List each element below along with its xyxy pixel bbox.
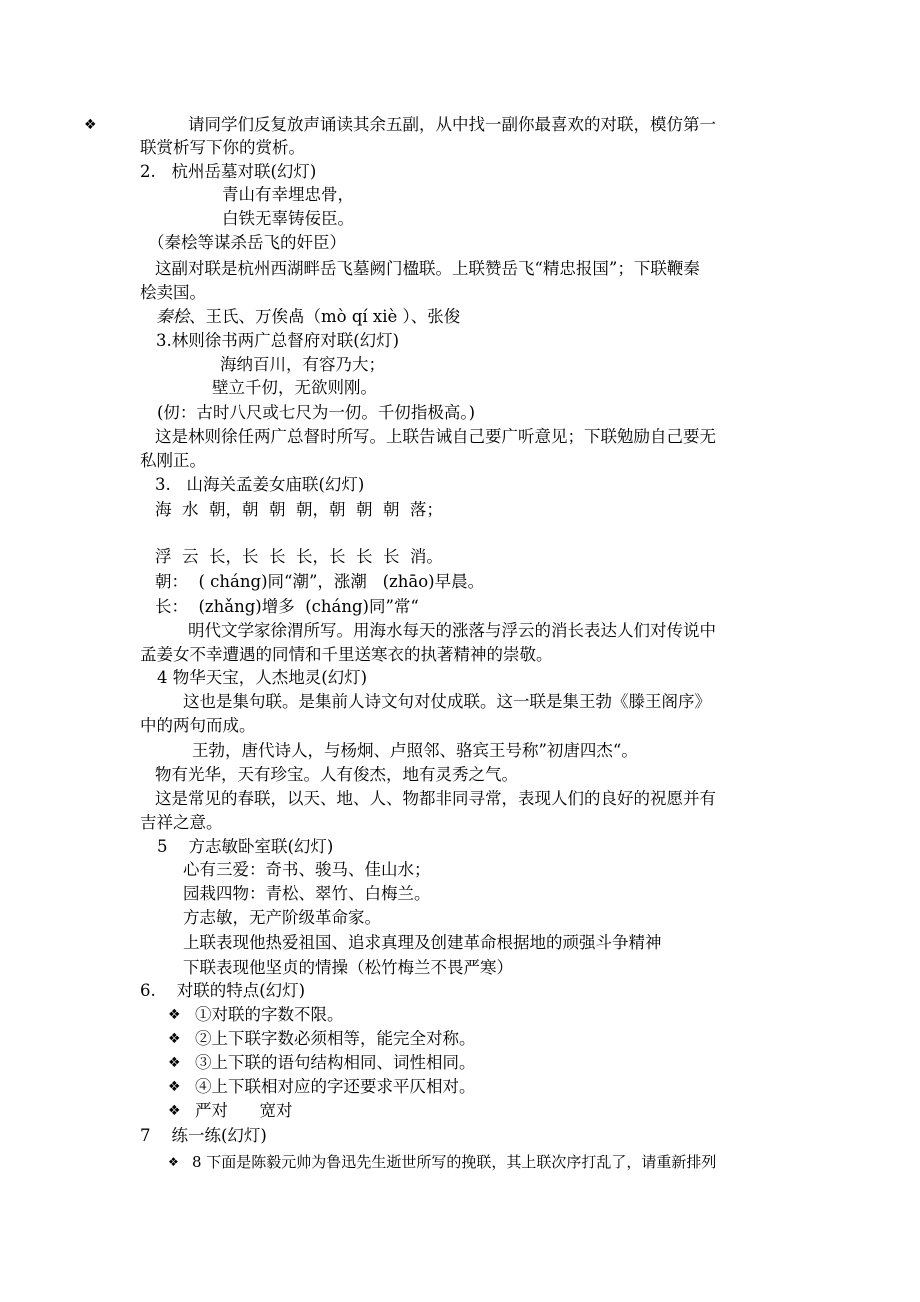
- bullet-icon: ❖: [168, 1007, 181, 1023]
- section-5-heading: 5 方志敏卧室联(幻灯): [157, 837, 334, 856]
- s3b-couplet-upper: 海 水 朝，朝 朝 朝，朝 朝 朝 落；: [155, 500, 443, 519]
- s4-explanation-4: 吉祥之意。: [140, 813, 223, 832]
- s3b-explanation-2: 孟姜女不幸遭遇的同情和千里送寒衣的执著精神的崇敬。: [140, 645, 553, 664]
- bullet-icon: ❖: [168, 1155, 179, 1169]
- s2-names-italic: 秦桧: [156, 307, 189, 326]
- s7-task: 8 下面是陈毅元帅为鲁迅先生逝世所写的挽联，其上联次序打乱了，请重新排列: [192, 1153, 717, 1171]
- s4-explanation-3: 这是常见的春联，以天、地、人、物都非同寻常，表现人们的良好的祝愿并有: [155, 789, 716, 808]
- section-4-heading: 4 物华天宝，人杰地灵(幻灯): [157, 668, 368, 687]
- intro-line-2: 联赏析写下你的赏析。: [140, 138, 305, 157]
- s4-explanation-1: 这也是集句联。是集前人诗文句对仗成联。这一联是集王勃《滕王阁序》: [183, 692, 711, 711]
- intro-line-1: 请同学们反复放声诵读其余五副，从中找一副你最喜欢的对联，模仿第一: [188, 115, 716, 134]
- feature-item: ①对联的字数不限。: [195, 1005, 344, 1024]
- s3a-explanation-1: 这是林则徐任两广总督时所写。上联告诫自己要广听意见；下联勉励自己要无: [155, 427, 716, 446]
- bullet-icon: ❖: [168, 1055, 181, 1071]
- section-6-heading: 6. 对联的特点(幻灯): [140, 981, 306, 1000]
- s3a-couplet-lower: 壁立千仞，无欲则刚。: [212, 378, 377, 397]
- feature-item: ④上下联相对应的字还要求平仄相对。: [195, 1077, 476, 1096]
- s4-wangbo-note: 王勃，唐代诗人，与杨炯、卢照邻、骆宾王号称”初唐四杰“。: [192, 741, 638, 760]
- s5-upper-meaning: 上联表现他热爱祖国、追求真理及创建革命根据地的顽强斗争精神: [183, 933, 662, 952]
- s4-meaning: 物有光华，天有珍宝。人有俊杰，地有灵秀之气。: [155, 765, 518, 784]
- bullet-icon: ❖: [168, 1079, 181, 1095]
- bullet-icon: ❖: [168, 1031, 181, 1047]
- feature-item: ②上下联字数必须相等，能完全对称。: [195, 1029, 476, 1048]
- section-3b-heading: 3. 山海关孟姜女庙联(幻灯): [155, 475, 365, 494]
- s2-explanation-1: 这副对联是杭州西湖畔岳飞墓阙门楹联。上联赞岳飞“精忠报国”；下联鞭秦: [155, 259, 700, 278]
- bullet-icon: ❖: [168, 1103, 181, 1119]
- s5-couplet-lower: 园栽四物：青松、翠竹、白梅兰。: [183, 884, 431, 903]
- s2-names-rest: 、王氏、万俟卨（mò qí xiè ）、张俊: [189, 307, 461, 326]
- s3a-explanation-2: 私刚正。: [140, 451, 206, 470]
- s5-couplet-upper: 心有三爱：奇书、骏马、佳山水；: [183, 860, 431, 879]
- s2-names-line: [156, 306, 460, 328]
- s3b-couplet-lower: 浮 云 长，长 长 长，长 长 长 消。: [155, 547, 443, 566]
- s2-couplet-upper: 青山有幸埋忠骨，: [222, 185, 354, 204]
- section-3a-heading: 3.林则徐书两广总督府对联(幻灯): [156, 331, 400, 350]
- feature-item: 严对 宽对: [195, 1101, 293, 1120]
- section-7-heading: 7 练一练(幻灯): [140, 1126, 267, 1145]
- s3b-chang-gloss: 长： (zhǎng)增多 (cháng)同”常“: [155, 597, 419, 616]
- s5-person: 方志敏，无产阶级革命家。: [183, 908, 381, 927]
- s2-explanation-2: 桧卖国。: [140, 283, 206, 302]
- s3b-explanation-1: 明代文学家徐渭所写。用海水每天的涨落与浮云的消长表达人们对传说中: [188, 621, 716, 640]
- s3b-chao-gloss: 朝： ( cháng)同“潮”，涨潮 (zhāo)早晨。: [155, 572, 485, 591]
- bullet-icon: ❖: [84, 117, 97, 133]
- s2-note: （秦桧等谋杀岳飞的奸臣）: [148, 233, 346, 252]
- s2-couplet-lower: 白铁无辜铸佞臣。: [222, 209, 354, 228]
- s3a-note: (仞：古时八尺或七尺为一仞。千仞指极高。): [157, 403, 476, 422]
- feature-item: ③上下联的语句结构相同、词性相同。: [195, 1053, 476, 1072]
- s5-lower-meaning: 下联表现他坚贞的情操（松竹梅兰不畏严寒）: [183, 958, 513, 977]
- s4-explanation-2: 中的两句而成。: [140, 716, 256, 735]
- s3a-couplet-upper: 海纳百川，有容乃大；: [220, 355, 385, 374]
- section-2-heading: 2. 杭州岳墓对联(幻灯): [140, 162, 317, 181]
